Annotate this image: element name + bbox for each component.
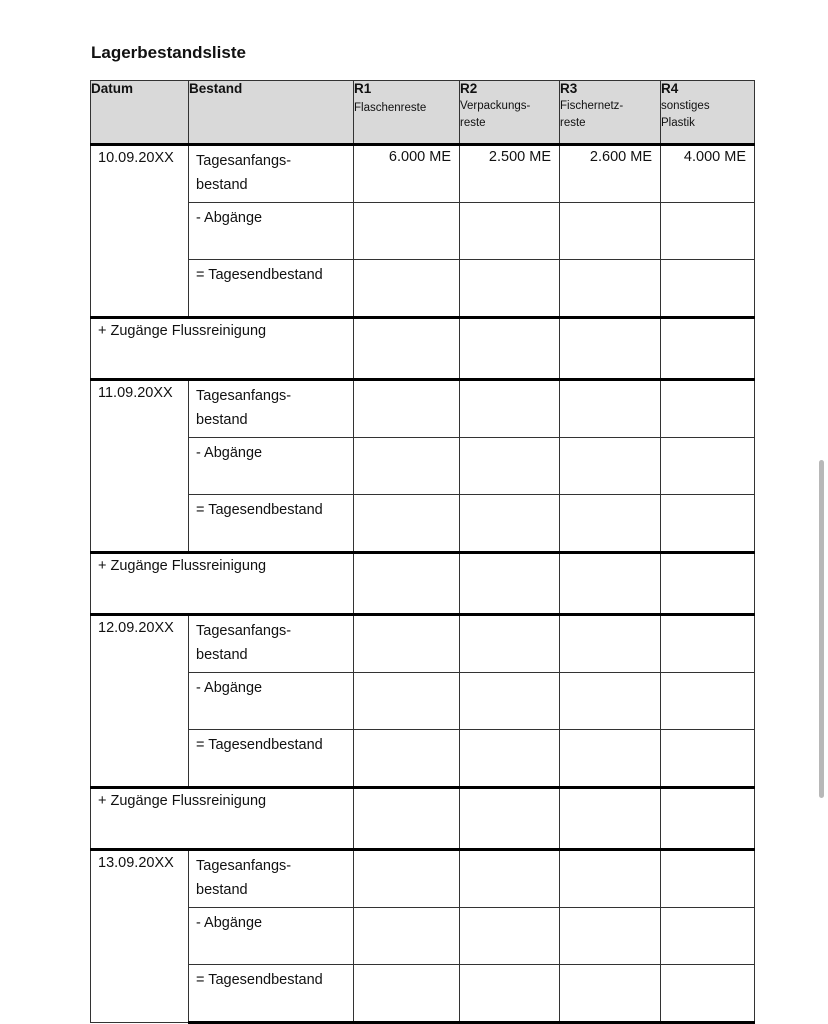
cell-r1[interactable] [354, 553, 460, 615]
cell-r4[interactable] [661, 203, 755, 260]
header-r3-name-1: Fischernetz- [560, 100, 624, 112]
label-tagesanfangsbestand: Tagesanfangs- bestand [189, 850, 354, 908]
cell-r2[interactable] [460, 438, 560, 495]
label-abgaenge: - Abgänge [189, 203, 354, 260]
label-abgaenge: - Abgänge [189, 438, 354, 495]
cell-r1[interactable] [354, 730, 460, 788]
day-start-row [91, 380, 755, 438]
value-r1[interactable] [354, 615, 460, 673]
zugaenge-row [91, 318, 755, 380]
day-start-row [91, 850, 755, 908]
cell-r4[interactable] [661, 788, 755, 850]
day-abgaenge-row [91, 438, 755, 495]
value-r2[interactable] [460, 615, 560, 673]
cell-r4[interactable] [661, 438, 755, 495]
cell-r4[interactable] [661, 553, 755, 615]
cell-r4[interactable] [661, 730, 755, 788]
cell-r3[interactable] [560, 203, 661, 260]
cell-r3[interactable] [560, 318, 661, 380]
cell-r3[interactable] [560, 438, 661, 495]
cell-r3[interactable] [560, 495, 661, 553]
header-r2-code: R2 [460, 81, 478, 96]
cell-r1[interactable] [354, 438, 460, 495]
value-r3[interactable] [560, 615, 661, 673]
header-row [91, 81, 755, 145]
cell-r2[interactable] [460, 965, 560, 1023]
cell-r2[interactable] [460, 203, 560, 260]
value-r4[interactable]: 4.000 ME [661, 145, 755, 203]
label-zugaenge: + Zugänge Flussreinigung [91, 788, 354, 850]
value-r1[interactable] [354, 380, 460, 438]
label-tagesanfangsbestand: Tagesanfangs- bestand [189, 380, 354, 438]
cell-r2[interactable] [460, 318, 560, 380]
inventory-table [90, 80, 755, 1024]
cell-r1[interactable] [354, 673, 460, 730]
cell-r3[interactable] [560, 730, 661, 788]
day-abgaenge-row [91, 203, 755, 260]
zugaenge-row [91, 788, 755, 850]
cell-r1[interactable] [354, 908, 460, 965]
cell-r4[interactable] [661, 673, 755, 730]
label-tagesanfangsbestand: Tagesanfangs- bestand [189, 145, 354, 203]
value-r3[interactable]: 2.600 ME [560, 145, 661, 203]
cell-r2[interactable] [460, 553, 560, 615]
day-start-row [91, 145, 755, 203]
day-date: 13.09.20XX [91, 850, 189, 1023]
day-abgaenge-row [91, 908, 755, 965]
header-r3-name-2: reste [560, 117, 586, 129]
header-bestand: Bestand [189, 81, 354, 145]
header-r3-code: R3 [560, 81, 578, 96]
value-r4[interactable] [661, 615, 755, 673]
day-date: 11.09.20XX [91, 380, 189, 553]
value-r4[interactable] [661, 380, 755, 438]
day-start-row [91, 615, 755, 673]
day-end-row [91, 965, 755, 1023]
cell-r3[interactable] [560, 673, 661, 730]
cell-r2[interactable] [460, 260, 560, 318]
day-end-row [91, 730, 755, 788]
day-abgaenge-row [91, 673, 755, 730]
header-r4-name-2: Plastik [661, 117, 695, 129]
cell-r2[interactable] [460, 673, 560, 730]
header-r1-name: Flaschenreste [354, 102, 427, 114]
header-r4-name-1: sonstiges [661, 100, 710, 112]
value-r3[interactable] [560, 380, 661, 438]
header-r1-code: R1 [354, 81, 372, 96]
page-title: Lagerbestandsliste [91, 43, 246, 62]
cell-r4[interactable] [661, 260, 755, 318]
label-tagesendbestand: = Tagesendbestand [189, 730, 354, 788]
value-r1[interactable]: 6.000 ME [354, 145, 460, 203]
label-tagesanfangsbestand: Tagesanfangs- bestand [189, 615, 354, 673]
label-tagesendbestand: = Tagesendbestand [189, 495, 354, 553]
cell-r1[interactable] [354, 260, 460, 318]
header-r3 [560, 81, 661, 145]
value-r2[interactable]: 2.500 ME [460, 145, 560, 203]
cell-r3[interactable] [560, 788, 661, 850]
label-abgaenge: - Abgänge [189, 908, 354, 965]
cell-r1[interactable] [354, 318, 460, 380]
label-tagesendbestand: = Tagesendbestand [189, 965, 354, 1023]
cell-r4[interactable] [661, 318, 755, 380]
header-r2-name-2: reste [460, 117, 486, 129]
cell-r3[interactable] [560, 965, 661, 1023]
header-r2-name-1: Verpackungs- [460, 100, 531, 112]
header-r1 [354, 81, 460, 145]
cell-r2[interactable] [460, 788, 560, 850]
value-r2[interactable] [460, 850, 560, 908]
value-r4[interactable] [661, 850, 755, 908]
cell-r3[interactable] [560, 908, 661, 965]
header-datum: Datum [91, 81, 189, 145]
day-date: 10.09.20XX [91, 145, 189, 318]
label-abgaenge: - Abgänge [189, 673, 354, 730]
table-body [91, 145, 755, 1023]
header-r2 [460, 81, 560, 145]
cell-r1[interactable] [354, 788, 460, 850]
zugaenge-row [91, 553, 755, 615]
day-end-row [91, 495, 755, 553]
cell-r2[interactable] [460, 495, 560, 553]
value-r2[interactable] [460, 380, 560, 438]
label-zugaenge: + Zugänge Flussreinigung [91, 318, 354, 380]
header-r4-code: R4 [661, 81, 679, 96]
cell-r2[interactable] [460, 730, 560, 788]
value-r3[interactable] [560, 850, 661, 908]
cell-r1[interactable] [354, 965, 460, 1023]
cell-r3[interactable] [560, 260, 661, 318]
cell-r4[interactable] [661, 908, 755, 965]
cell-r1[interactable] [354, 203, 460, 260]
cell-r2[interactable] [460, 908, 560, 965]
cell-r1[interactable] [354, 495, 460, 553]
cell-r4[interactable] [661, 965, 755, 1023]
day-date: 12.09.20XX [91, 615, 189, 788]
scrollbar-thumb[interactable] [819, 460, 824, 798]
day-end-row [91, 260, 755, 318]
cell-r3[interactable] [560, 553, 661, 615]
cell-r4[interactable] [661, 495, 755, 553]
label-zugaenge: + Zugänge Flussreinigung [91, 553, 354, 615]
header-r4 [661, 81, 755, 145]
label-tagesendbestand: = Tagesendbestand [189, 260, 354, 318]
value-r1[interactable] [354, 850, 460, 908]
